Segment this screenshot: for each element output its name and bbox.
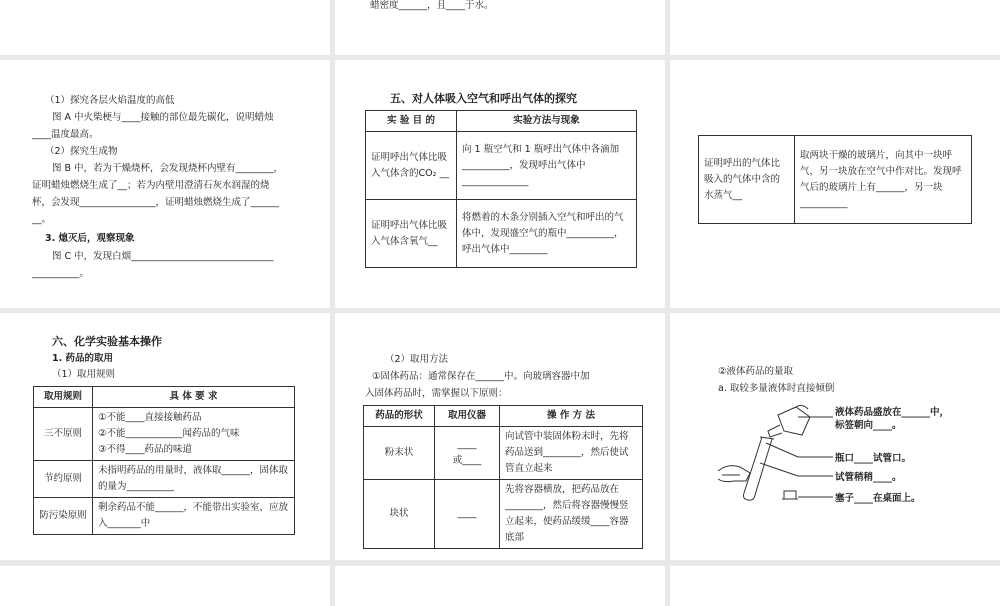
solids-table [363,405,643,549]
table-header: 取用规则 [34,387,93,408]
table-cell: 块状 [364,480,435,549]
vapor-table [698,135,972,224]
text-line: 图 B 中，若为干燥烧杯，会发现烧杯内壁有________， [52,163,284,174]
table-cell: ____ [435,480,500,549]
table-header: 取用仪器 [435,406,500,427]
table-row [34,498,295,535]
table-row [699,136,972,224]
table-row [366,132,637,200]
table-cell: ____ 或____ [435,427,500,480]
text-line: （1）探究各层火焰温度的高低 [45,95,175,106]
slide-solid-reagents [335,313,665,560]
text-line: __。 [32,214,52,225]
table-cell: 向 1 瓶空气和 1 瓶呼出气体中各滴加__________，发现呼出气体中______________ [457,132,637,200]
slide-bottom-right [670,566,1000,606]
section-heading: 1. 药品的取用 [52,353,114,364]
table-cell: 粉末状 [364,427,435,480]
label-bottle: 液体药品盛放在______中， [835,407,950,418]
table-header: 操 作 方 法 [500,406,643,427]
table-cell: ①不能____直接接触药品 ②不能____________闻药品的气味 ③不得____药品的味道 [93,408,295,461]
slide-liquid-reagents [670,313,1000,560]
text-line: 图 A 中火柴梗与____接触的部位最先碳化，说明蜡烛 [52,112,274,123]
table-cell: 节约原则 [34,461,93,498]
table-cell: 三不原则 [34,408,93,461]
table-cell: 证明呼出气体比吸入气体含氧气__ [366,200,457,268]
text-line: （2）取用方法 [385,354,449,365]
text-line: （1）取用规则 [52,369,116,380]
text-line: （2）探究生成物 [45,146,118,157]
text-line: ①固体药品：通常保存在______中。向玻璃容器中加 [372,371,590,382]
slide-top-middle [335,0,665,55]
label-tilt: 试管稍稍____。 [835,472,902,483]
rules-table [33,386,295,535]
slide-candle-observe [0,60,330,308]
label-mouth: 瓶口____试管口。 [835,453,912,464]
table-cell: 证明呼出的气体比吸入的气体中含的水蒸气__ [699,136,795,224]
text-line: a. 取较多量液体时直接倾倒 [718,383,835,394]
slide-title: 六、化学实验基本操作 [52,335,162,348]
table-header: 具 体 要 求 [93,387,295,408]
table-cell: 防污染原则 [34,498,93,535]
table-cell: 向试管中装固体粉末时，先将药品送到________，然后使试管直立起来 [500,427,643,480]
text-line: 入固体药品时，需掌握以下原则： [365,388,508,399]
text-line: 图 C 中，发现白烟______________________________ [52,251,274,262]
table-row [366,200,637,268]
table-cell: 未指明药品的用量时，液体取______，固体取的量为__________ [93,461,295,498]
table-header: 药品的形状 [364,406,435,427]
slide-breath-experiment [335,60,665,308]
pouring-illustration [710,401,820,511]
text-line: 杯，会发现________________，证明蜡烛燃烧生成了______ [32,197,280,208]
table-row [34,408,295,461]
slide-top-right [670,0,1000,55]
text-line: ____温度最高。 [32,129,99,140]
slide-bottom-middle [335,566,665,606]
table-row [364,480,643,549]
label-stopper: 塞子____在桌面上。 [835,493,921,504]
table-cell: 先将容器横放，把药品放在________，然后将容器慢慢竖立起来，使药品缓缓____容器底部 [500,480,643,549]
table-row [34,461,295,498]
text-line: 证明蜡烛燃烧生成了__；若为内壁用澄清石灰水润湿的烧 [32,180,270,191]
slide-bottom-left [0,566,330,606]
slide-basic-operations [0,313,330,560]
table-row [364,427,643,480]
table-cell: 剩余药品不能______，不能带出实验室，应放入_______中 [93,498,295,535]
text-line: ②液体药品的量取 [718,366,794,377]
slide-top-left [0,0,330,55]
slide-water-vapor [670,60,1000,308]
label-label-direction: 标签朝向____。 [835,420,902,431]
table-header: 实 验 目 的 [366,111,457,132]
table-header: 实验方法与现象 [457,111,637,132]
section-heading: 3. 熄灭后，观察现象 [45,233,135,244]
breath-table [365,110,637,268]
table-cell: 将燃着的木条分别插入空气和呼出的气体中，发现盛空气的瓶中__________，呼出气体中________ [457,200,637,268]
text-line: 蜡密度______，且____于水。 [370,0,494,11]
table-cell: 取两块干燥的玻璃片，向其中一块呼气，另一块放在空气中作对比。发现呼气后的玻璃片上有______，另一块__________ [795,136,972,224]
slide-title: 五、对人体吸入空气和呼出气体的探究 [390,92,577,105]
text-line: __________。 [32,268,90,279]
table-cell: 证明呼出气体比吸入气体含的CO₂ __ [366,132,457,200]
